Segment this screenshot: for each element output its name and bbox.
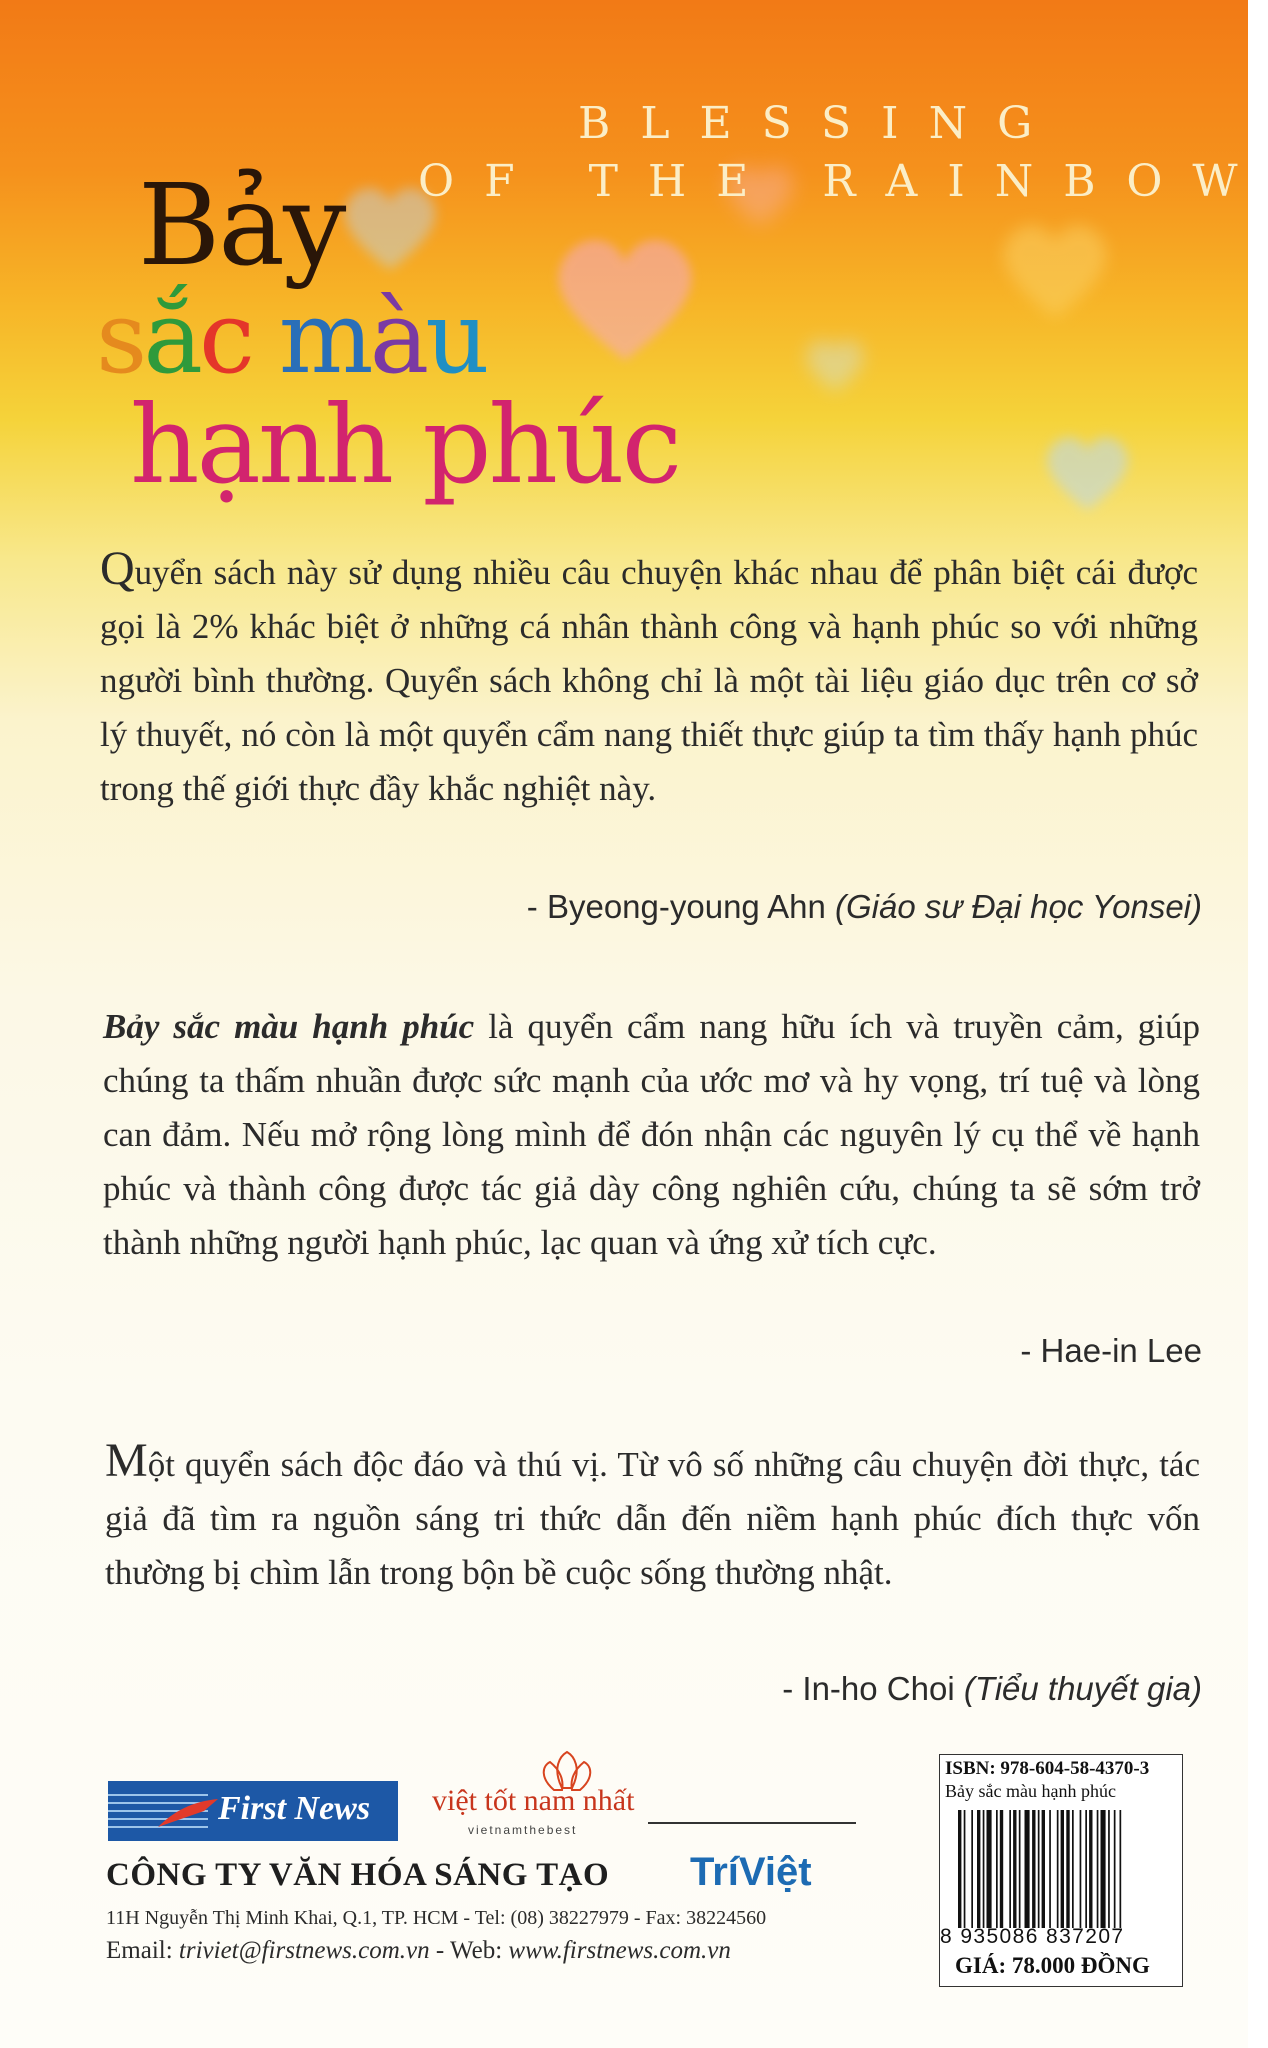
author-name: - In-ho Choi — [782, 1670, 955, 1707]
barcode-bar — [1108, 1810, 1110, 1928]
web-link: www.firstnews.com.vn — [508, 1937, 731, 1964]
barcode-bar — [987, 1810, 992, 1928]
title-letter: m — [278, 279, 370, 396]
heart-decoration-pink — [545, 228, 705, 368]
title-line-2 — [96, 279, 486, 396]
barcode-bars-icon — [958, 1810, 1170, 1928]
title-letter: ắ — [143, 279, 199, 396]
barcode-bar — [1032, 1810, 1035, 1928]
company-name: CÔNG TY VĂN HÓA SÁNG TẠO — [106, 1857, 610, 1893]
heart-shape — [558, 240, 691, 360]
title-letter: à — [369, 279, 426, 396]
triviet-brand: TríViệt — [690, 1850, 812, 1894]
title-letter: s — [96, 279, 144, 396]
heart-decoration-lightblue — [800, 335, 870, 395]
barcode-bar — [1038, 1810, 1040, 1928]
author-name: - Byeong-young Ahn — [526, 888, 826, 925]
first-news-label: First News — [218, 1790, 371, 1827]
barcode-bar — [1009, 1810, 1011, 1928]
price-label: GIÁ: 78.000 ĐỒNG — [955, 1953, 1150, 1978]
barcode-bar — [1114, 1810, 1116, 1928]
barcode-bar — [1072, 1810, 1074, 1928]
review-paragraph-3 — [105, 1434, 1200, 1600]
barcode-bar — [1101, 1810, 1106, 1928]
barcode-bar — [971, 1810, 973, 1928]
barcode-bar — [1120, 1810, 1122, 1928]
title-letter: u — [425, 279, 486, 396]
isbn-number: ISBN: 978-604-58-4370-3 — [945, 1758, 1150, 1779]
barcode-bar — [1085, 1810, 1087, 1928]
barcode-bar — [1013, 1810, 1016, 1928]
barcode-bar — [958, 1810, 961, 1928]
review-author-1 — [527, 888, 1202, 926]
divider-rule — [648, 1822, 856, 1824]
book-title-italic: Bảy sắc màu hạnh phúc — [103, 1007, 475, 1046]
heart-shape — [1004, 225, 1107, 318]
barcode-bar — [1097, 1810, 1099, 1928]
barcode-bar — [983, 1810, 985, 1928]
publisher-address: 11H Nguyễn Thị Minh Khai, Q.1, TP. HCM - Tel: (08) 38227979 - Fax: 38224560 — [106, 1907, 767, 1929]
review-paragraph-2 — [103, 1000, 1200, 1270]
viet-tot-nam-nhat-logo — [432, 1748, 635, 1858]
barcode-bar — [1080, 1810, 1082, 1928]
logo-subtext: vietnamthebest — [468, 1823, 578, 1837]
author-role: (Tiểu thuyết gia) — [963, 1670, 1202, 1707]
heart-shape — [806, 340, 863, 391]
dropcap: M — [105, 1434, 148, 1487]
barcode-bar — [1000, 1810, 1003, 1928]
logo-wordmark: việt tốt nam nhất — [432, 1784, 635, 1817]
review-text: uyển sách này sử dụng nhiều câu chuyện khác nhau để phân biệt cái được gọi là 2% khác biệt ở những cá nhân thành công và hạnh phúc so với những người bình thường. Quyển sách không chỉ là một tài liệu giáo dục trên cơ sở lý thuyết, nó còn là một quyển cẩm nang thiết thực giúp ta tìm thấy hạnh phúc trong thế giới thực đầy khắc nghiệt này. — [100, 553, 1198, 808]
author-name: - Hae-in Lee — [1020, 1332, 1202, 1369]
tagline-line-1: BLESSING — [578, 98, 1063, 149]
review-text: là quyển cẩm nang hữu ích và truyền cảm, giúp chúng ta thấm nhuần được sức mạnh của ước mơ và hy vọng, trí tuệ và lòng can đảm. Nếu mở rộng lòng mình để đón nhận các nguyên lý cụ thể về hạnh phúc và thành công được tác giả dày công nghiên cứu, chúng ta sẽ sớm trở thành những người hạnh phúc, lạc quan và ứng xử tích cực. — [103, 1007, 1200, 1262]
title-line-1: Bảy — [138, 161, 345, 291]
title-letter — [251, 279, 279, 396]
barcode-bar — [964, 1810, 966, 1928]
review-author-3 — [782, 1670, 1202, 1708]
review-paragraph-1 — [100, 542, 1198, 816]
author-role: (Giáo sư Đại học Yonsei) — [835, 888, 1202, 925]
barcode-book-name: Bảy sắc màu hạnh phúc — [945, 1781, 1116, 1801]
barcode-bar — [1057, 1810, 1059, 1928]
heart-decoration-blue — [1040, 430, 1135, 515]
title-letter: c — [198, 279, 251, 396]
ean-number: 8 935086 837207 — [940, 1925, 1125, 1948]
email-label: Email: — [106, 1937, 179, 1964]
barcode-bar — [1061, 1810, 1064, 1928]
tagline-line-2: OF THE RAINBOW — [418, 156, 1268, 207]
web-label: - Web: — [429, 1937, 509, 1964]
title-line-3: hạnh phúc — [130, 383, 680, 508]
barcode-bar — [1066, 1810, 1069, 1928]
barcode-bar — [1025, 1810, 1030, 1928]
heart-decoration-yellow — [995, 215, 1115, 325]
heart-shape — [1047, 437, 1128, 510]
barcode-bar — [1019, 1810, 1021, 1928]
contact-line — [106, 1937, 731, 1965]
barcode-bar — [977, 1810, 980, 1928]
email-link: triviet@firstnews.com.vn — [178, 1937, 430, 1964]
barcode-bar — [1049, 1810, 1051, 1928]
barcode-bar — [996, 1810, 998, 1928]
review-text: ột quyển sách độc đáo và thú vị. Từ vô số những câu chuyện đời thực, tác giả đã tìm ra nguồn sáng tri thức dẫn đến niềm hạnh phúc đích thực vốn thường bị chìm lẫn trong bộn bề cuộc sống thường nhật. — [105, 1445, 1200, 1592]
review-author-2 — [1020, 1332, 1202, 1370]
barcode-bar — [1089, 1810, 1092, 1928]
barcode-bar — [1042, 1810, 1045, 1928]
dropcap: Q — [100, 542, 135, 595]
